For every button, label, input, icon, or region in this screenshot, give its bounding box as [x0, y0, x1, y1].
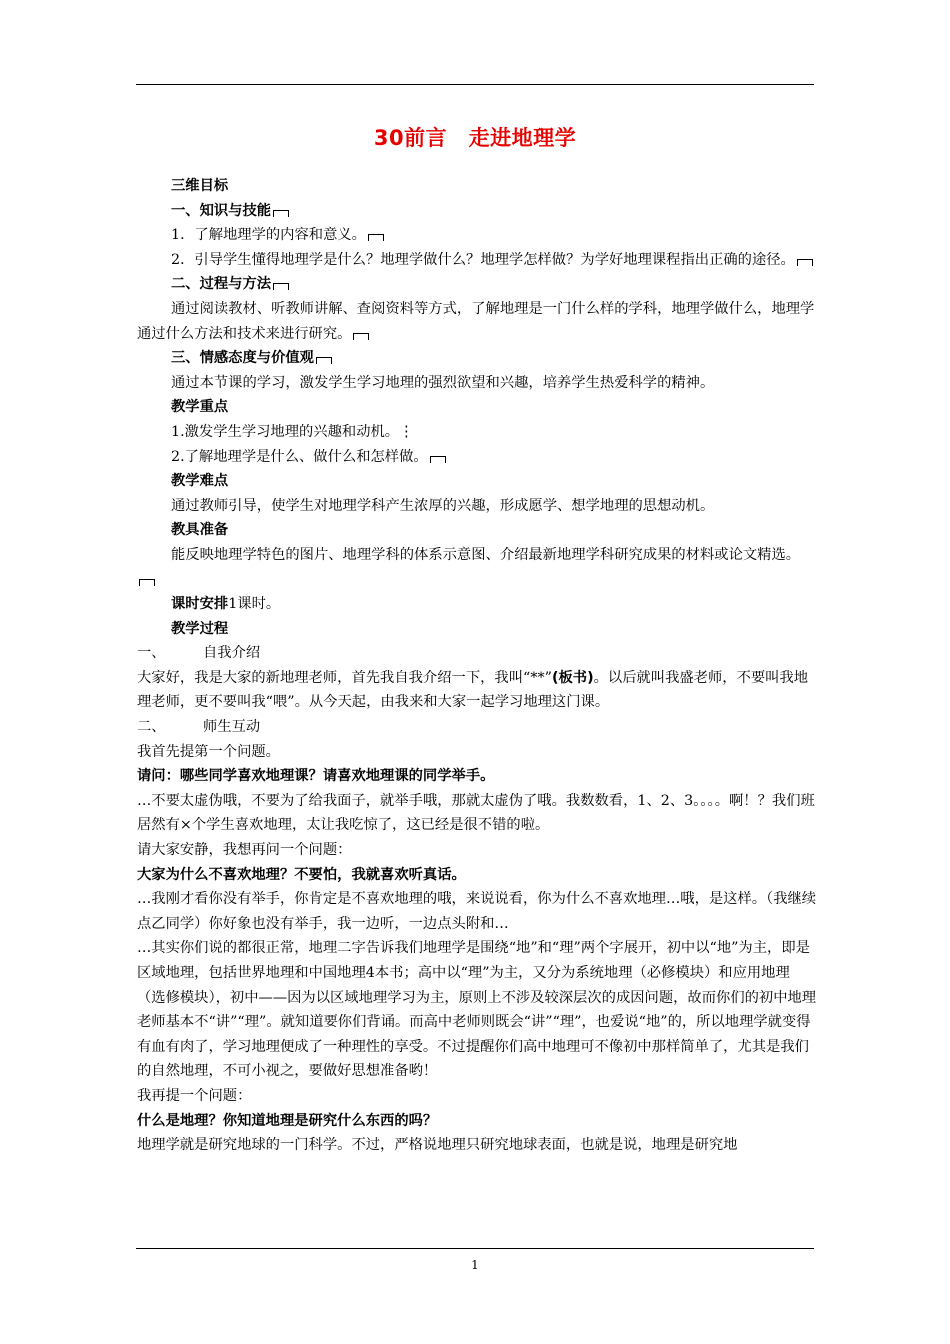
header-rule — [136, 84, 814, 85]
difficulties-text: 通过教师引导，使学生对地理学科产生浓厚的兴趣，形成愿学、想学地理的思想动机。 — [171, 497, 715, 514]
question-2: 大家为什么不喜欢地理？不要怕，我就喜欢听真话。 — [137, 866, 466, 883]
schedule-line — [137, 592, 817, 617]
paragraph-mark-icon — [316, 357, 332, 364]
paragraph-mark-icon — [139, 579, 155, 586]
dots-mark-icon: ⋮ — [399, 423, 414, 440]
question-3: 什么是地理？你知道地理是研究什么东西的吗？ — [137, 1112, 438, 1129]
intro-board-note: (板书) — [551, 669, 594, 686]
process-text: 通过阅读教材、听教师讲解、查阅资料等方式，了解地理是一门什么样的学科，地理学做什么，地理学通过什么方法和技术来进行研究。 — [137, 300, 815, 342]
paragraph-5: …其实你们说的都很正常，地理二字告诉我们地理学是围绕“地”和“理”两个字展开，初中以“地”为主，即是区域地理，包括世界地理和中国地理4本书；高中以“理”为主，又分为系统地理（必修模块）和应用地理（选修模块），初中——因为以区域地理学习为主，原则上不涉及较深层次的成因问题，故而你们的初中地理老师基本不“讲”“理”。就知道要你们背诵。而高中老师则既会“讲”“理”，也爱说“地”的，所以地理学就变得有血有肉了，学习地理便成了一种理性的享受。不过提醒你们高中地理可不像初中那样简单了，尤其是我们的自然地理，不可小视之，要做好思想准备哟！ — [137, 940, 817, 1080]
process-heading-line — [137, 272, 817, 297]
footer-rule — [136, 1248, 814, 1249]
page-number: 1 — [471, 1258, 479, 1272]
intro-text-b: 。以后就叫我盛老师，不要叫我地理老师，更不要叫我“喂”。从今天起，由我来和大家一起学习地理这门课。 — [137, 669, 809, 711]
process-text-line — [137, 297, 817, 346]
preparation-text-line — [137, 543, 817, 592]
schedule-text: 1课时。 — [228, 596, 281, 613]
section-2-title: 师生互动 — [203, 719, 261, 736]
knowledge-item-2: 2．引导学生懂得地理学是什么？地理学做什么？地理学怎样做？为学好地理课程指出正确的途径。 — [171, 251, 795, 268]
paragraph-mark-icon — [368, 234, 384, 241]
knowledge-item-1-line — [137, 223, 817, 248]
paragraph-3: 请大家安静，我想再问一个问题： — [137, 842, 352, 859]
knowledge-heading: 一、知识与技能 — [171, 202, 272, 219]
knowledge-heading-line — [137, 199, 817, 224]
page-title: 30前言 走进地理学 — [373, 126, 577, 150]
intro-paragraph — [137, 666, 817, 715]
emotion-heading: 三、情感态度与价值观 — [171, 350, 314, 367]
paragraph-2: …不要太虚伪哦，不要为了给我面子，就举手哦，那就太虚伪了哦。我数数看，1、2、3。。。。啊！？我们班居然有×个学生喜欢地理，太让我吃惊了，这已经是很不错的啦。 — [137, 792, 815, 834]
section-2-line — [137, 715, 817, 740]
section-1-number: 一、 — [137, 645, 166, 662]
section-1-title: 自我介绍 — [203, 645, 261, 662]
key-points-heading: 教学重点 — [171, 399, 229, 416]
key-point-2: 2.了解地理学是什么、做什么和怎样做。 — [171, 448, 428, 465]
paragraph-mark-icon — [797, 259, 813, 266]
preparation-heading: 教具准备 — [171, 522, 229, 539]
teaching-process-heading: 教学过程 — [171, 620, 229, 637]
paragraph-4: …我刚才看你没有举手，你肯定是不喜欢地理的哦，来说说看，你为什么不喜欢地理…哦，是这样。（我继续点乙同学）你好象也没有举手，我一边听，一边点头附和… — [137, 891, 817, 932]
emotion-heading-line — [137, 346, 817, 371]
process-heading: 二、过程与方法 — [171, 276, 272, 293]
section-1-line — [137, 641, 817, 666]
section-2-number: 二、 — [137, 719, 166, 736]
paragraph-mark-icon — [273, 210, 289, 217]
key-point-1-line — [137, 420, 817, 445]
question-1: 请问：哪些同学喜欢地理课？请喜欢地理课的同学举手。 — [137, 768, 495, 785]
preparation-text: 能反映地理学特色的图片、地理学科的体系示意图、介绍最新地理学科研究成果的材料或论文精选。 — [171, 546, 801, 563]
knowledge-item-1: 1．了解地理学的内容和意义。 — [171, 227, 366, 244]
paragraph-mark-icon — [353, 333, 369, 340]
emotion-text: 通过本节课的学习，激发学生学习地理的强烈欲望和兴趣，培养学生热爱科学的精神。 — [171, 374, 715, 391]
key-point-1: 1.激发学生学习地理的兴趣和动机。 — [171, 423, 400, 440]
intro-text-a: 大家好，我是大家的新地理老师，首先我自我介绍一下，我叫“**” — [137, 669, 552, 686]
document-body — [137, 174, 817, 1158]
paragraph-7: 地理学就是研究地球的一门科学。不过，严格说地理只研究地球表面，也就是说，地理是研究地 — [137, 1137, 738, 1154]
goals-heading: 三维目标 — [171, 178, 229, 194]
knowledge-item-2-line — [137, 248, 817, 273]
paragraph-mark-icon — [273, 283, 289, 290]
key-point-2-line — [137, 445, 817, 470]
paragraph-1: 我首先提第一个问题。 — [137, 743, 280, 760]
paragraph-6: 我再提一个问题： — [137, 1087, 252, 1104]
paragraph-mark-icon — [430, 456, 446, 463]
schedule-label: 课时安排 — [171, 596, 229, 613]
difficulties-heading: 教学难点 — [171, 473, 229, 490]
